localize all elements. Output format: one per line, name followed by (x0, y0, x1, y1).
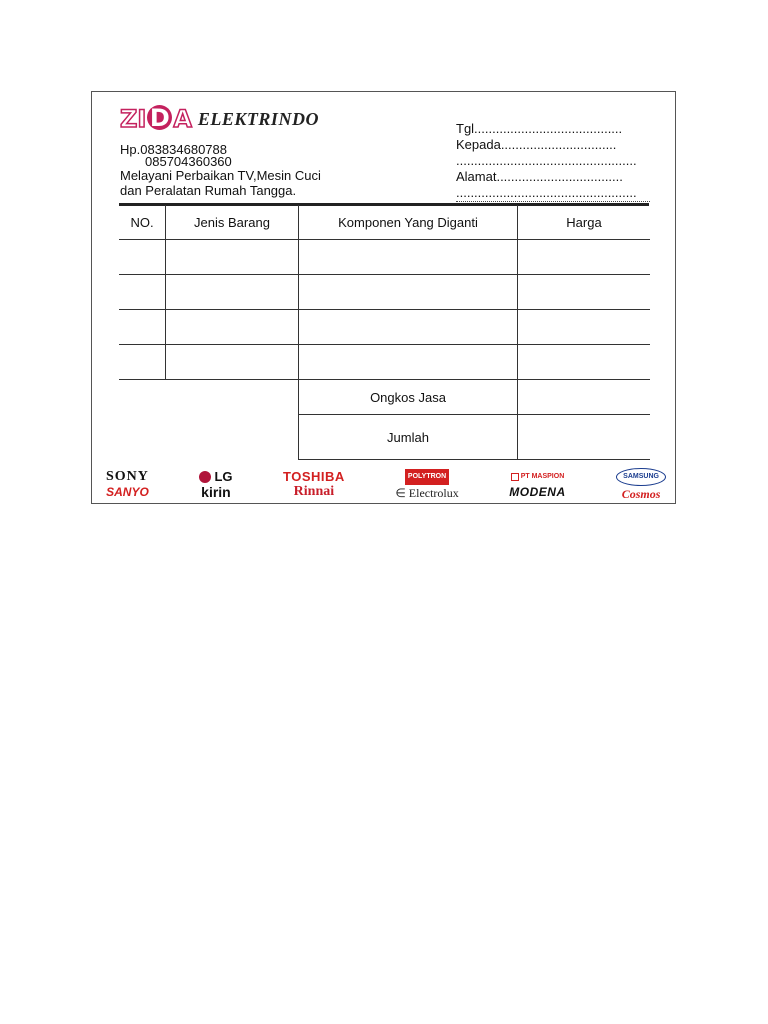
brand-col-5 (509, 468, 565, 500)
address-extra-field[interactable]: .................................................. (456, 185, 650, 202)
cell-harga[interactable] (518, 275, 651, 310)
phone-number-2: 085704360360 (145, 154, 232, 169)
cell-no[interactable] (119, 240, 166, 275)
col-header-komponen: Komponen Yang Diganti (299, 205, 518, 240)
service-receipt (91, 91, 676, 504)
col-header-harga: Harga (518, 205, 651, 240)
cell-jenis[interactable] (166, 275, 299, 310)
logo-letter-i: I (137, 105, 147, 133)
zida-wordmark (120, 105, 192, 133)
company-info (120, 144, 321, 197)
lg-face-icon (199, 471, 211, 483)
polytron-logo: POLYTRON (405, 469, 449, 485)
phone-number-1: Hp.083834680788 (120, 142, 227, 157)
items-table (119, 205, 650, 460)
ongkos-jasa-row (119, 380, 650, 415)
brand-col-1 (106, 468, 149, 500)
maspion-logo (511, 470, 565, 484)
brand-logos (106, 468, 666, 500)
table-header-row (119, 205, 650, 240)
modena-logo: MODENA (509, 484, 566, 499)
logo-letter-a: A (173, 105, 192, 133)
cell-harga[interactable] (518, 310, 651, 345)
lg-logo (199, 470, 232, 484)
electrolux-logo: ∈ Electrolux (395, 485, 459, 500)
service-description-2: dan Peralatan Rumah Tangga. (120, 183, 297, 198)
electrolux-text: Electrolux (408, 485, 459, 500)
receipt-meta (456, 121, 650, 202)
cell-jenis[interactable] (166, 345, 299, 380)
cell-komponen[interactable] (299, 275, 518, 310)
cell-komponen[interactable] (299, 345, 518, 380)
rinnai-logo: Rinnai (293, 483, 335, 499)
col-header-jenis: Jenis Barang (166, 205, 299, 240)
maspion-square-icon (511, 473, 519, 481)
service-description-1: Melayani Perbaikan TV,Mesin Cuci (120, 168, 321, 183)
cell-komponen[interactable] (299, 240, 518, 275)
lg-text: LG (214, 468, 233, 484)
blank-cell (119, 415, 299, 460)
table-row (119, 240, 650, 275)
cell-jenis[interactable] (166, 310, 299, 345)
cosmos-logo: Cosmos (621, 486, 661, 501)
logo-letter-z: Z (120, 105, 138, 133)
jumlah-value[interactable] (518, 415, 651, 460)
samsung-logo: SAMSUNG (616, 468, 666, 486)
recipient-extra-field[interactable]: .................................................. (456, 153, 637, 168)
jumlah-label: Jumlah (299, 415, 518, 460)
maspion-text: PT MASPION (520, 472, 565, 480)
address-field[interactable]: Alamat................................... (456, 169, 623, 184)
date-field[interactable]: Tgl......................................... (456, 121, 623, 136)
cell-no[interactable] (119, 345, 166, 380)
cell-komponen[interactable] (299, 310, 518, 345)
cell-no[interactable] (119, 310, 166, 345)
ongkos-jasa-value[interactable] (518, 380, 651, 415)
brand-col-2 (199, 468, 232, 500)
jumlah-row (119, 415, 650, 460)
table-row (119, 345, 650, 380)
cell-harga[interactable] (518, 345, 651, 380)
brand-col-4 (395, 468, 458, 500)
cell-jenis[interactable] (166, 240, 299, 275)
sony-logo: SONY (106, 468, 149, 484)
company-name: ELEKTRINDO (197, 108, 319, 129)
recipient-field[interactable]: Kepada................................ (456, 137, 617, 152)
table-row (119, 275, 650, 310)
brand-col-6 (616, 468, 666, 500)
toshiba-logo: TOSHIBA (283, 468, 345, 484)
ongkos-jasa-label: Ongkos Jasa (299, 380, 518, 415)
kirin-logo: kirin (201, 483, 231, 500)
col-header-no: NO. (119, 205, 166, 240)
cell-harga[interactable] (518, 240, 651, 275)
cell-no[interactable] (119, 275, 166, 310)
company-logo (120, 103, 319, 133)
sanyo-logo: SANYO (106, 484, 149, 499)
table-row (119, 310, 650, 345)
brand-col-3 (283, 468, 345, 500)
blank-cell (119, 380, 299, 415)
logo-letter-d: D (147, 105, 172, 130)
